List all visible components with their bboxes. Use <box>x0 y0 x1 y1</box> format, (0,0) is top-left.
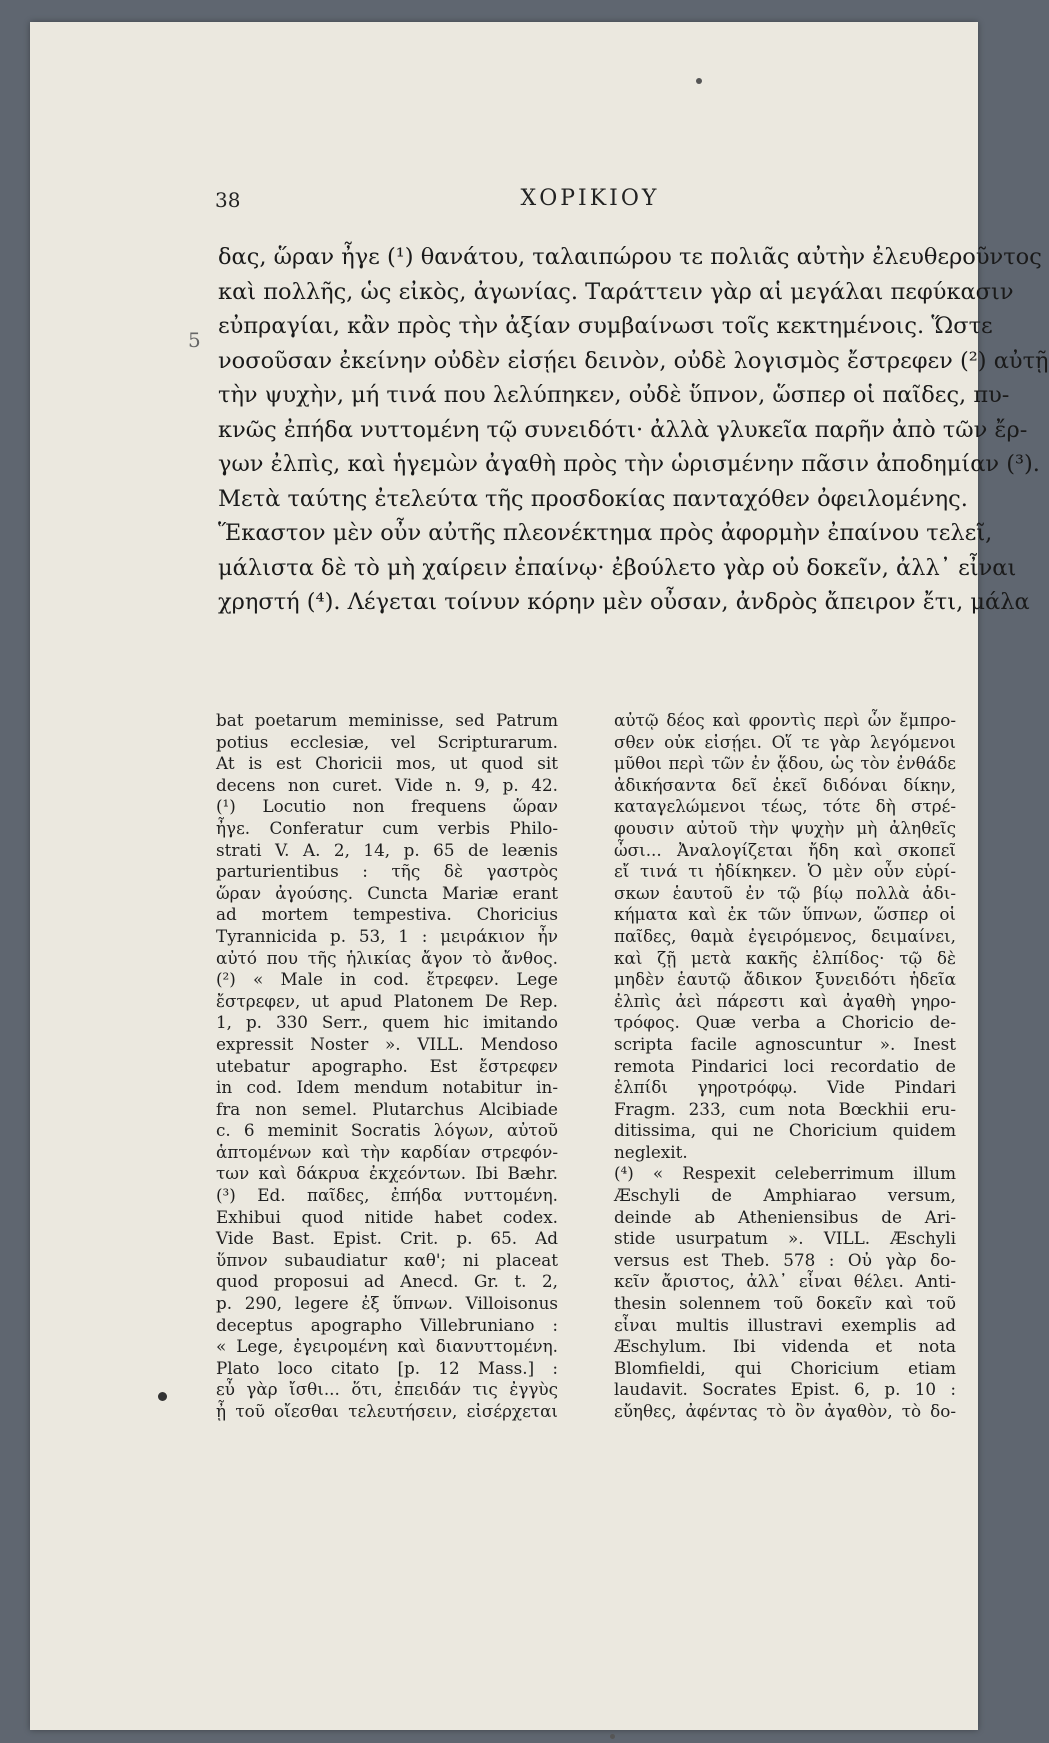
footnote-line: (³) Ed. παῖδες, ἐπήδα νυττομένη. <box>216 1185 558 1206</box>
page-number: 38 <box>215 188 241 212</box>
footnote-line: κεῖν ἄριστος, ἀλλ᾽ εἶναι θέλει. Anti- <box>614 1271 956 1292</box>
footnote-line: Blomfieldi, qui Choricium etiam <box>614 1357 956 1378</box>
footnote-line: neglexit. <box>614 1141 688 1162</box>
page-header <box>215 182 965 222</box>
main-text-block <box>218 240 1049 620</box>
footnote-line: (²) « Male in cod. ἔτρεφεν. Lege <box>216 969 558 990</box>
footnote-line: αὐτό που τῆς ἡλικίας ἄγον τὸ ἄνθος. <box>216 947 558 968</box>
footnote-line: utebatur apographo. Est ἔστρεφεν <box>216 1055 558 1076</box>
footnote-line: fra non semel. Plutarchus Alcibiade <box>216 1098 558 1119</box>
footnote-line: Vide Bast. Epist. Crit. p. 65. Ad <box>216 1228 558 1249</box>
main-text-line: τὴν ψυχὴν, μή τινά που λελύπηκεν, οὐδὲ ὕπνον, ὥσπερ οἱ παῖδες, πυ- <box>218 382 1010 408</box>
footnote-line: potius ecclesiæ, vel Scripturarum. <box>216 731 558 752</box>
footnote-line: Exhibui quod nitide habet codex. <box>216 1206 558 1227</box>
footnote-line: quod proposui ad Anecd. Gr. t. 2, <box>216 1271 558 1292</box>
footnote-line: Æschyli de Amphiarao versum, <box>614 1185 956 1206</box>
footnote-line: ἐλπὶς ἀεὶ πάρεστι καὶ ἀγαθὴ γηρο- <box>614 990 956 1011</box>
footnote-line: parturientibus : τῆς δὲ γαστρὸς <box>216 861 558 882</box>
footnote-line: stide usurpatum ». VILL. Æschyli <box>614 1228 956 1249</box>
footnote-line: c. 6 meminit Socratis λόγων, αὐτοῦ <box>216 1120 558 1141</box>
footnote-line: ἀδικήσαντα δεῖ ἐκεῖ διδόναι δίκην, <box>614 774 956 795</box>
footnote-line: καὶ ζῇ μετὰ κακῆς ἐλπίδος· τῷ δὲ <box>614 947 956 968</box>
footnote-line: ὦσι... Ἀναλογίζεται ἤδη καὶ σκοπεῖ <box>614 839 956 860</box>
footnote-line: scripta facile agnoscuntur ». Inest <box>614 1033 956 1054</box>
footnote-line: ὕπνον subaudiatur καθ'; ni placeat <box>216 1249 558 1270</box>
footnotes-right-column <box>614 710 956 1423</box>
footnote-line: εὖ γὰρ ἴσθι... ὅτι, ἐπειδάν τις ἐγγὺς <box>216 1379 558 1400</box>
footnote-line: thesin solennem τοῦ δοκεῖν καὶ τοῦ <box>614 1293 956 1314</box>
footnote-line: Tyrannicida p. 53, 1 : μειράκιον ἦν <box>216 925 558 946</box>
footnote-line: bat poetarum meminisse, sed Patrum <box>216 710 558 730</box>
footnote-line: αὐτῷ δέος καὶ φροντὶς περὶ ὧν ἔμπρο- <box>614 710 956 730</box>
footnote-line: ἦγε. Conferatur cum verbis Philo- <box>216 817 558 838</box>
footnote-line: σκων ἑαυτοῦ ἐν τῷ βίῳ πολλὰ ἀδι- <box>614 882 956 903</box>
footnote-line: τρόφος. Quæ verba a Choricio de- <box>614 1012 956 1033</box>
line-number-margin: 5 <box>188 328 201 352</box>
footnote-line: μηδὲν ἑαυτῷ ἄδικον ξυνειδότι ἡδεῖα <box>614 969 956 990</box>
main-text-line: εὐπραγίαι, κἂν πρὸς τὴν ἀξίαν συμβαίνωσι τοῖς κεκτημένοις. Ὥστε <box>218 313 993 339</box>
main-text-line: κνῶς ἐπήδα νυττομένη τῷ συνειδότι· ἀλλὰ γλυκεῖα παρῆν ἀπὸ τῶν ἔρ- <box>218 416 1028 443</box>
footnote-line: 1, p. 330 Serr., quem hic imitando <box>216 1012 558 1033</box>
footnote-line: εἴ τινά τι ἠδίκηκεν. Ὁ μὲν οὖν εὑρί- <box>614 861 956 882</box>
footnote-line: deceptus apographo Villebruniano : <box>216 1314 558 1335</box>
footnote-line: expressit Noster ». VILL. Mendoso <box>216 1033 558 1054</box>
footnote-line: decens non curet. Vide n. 9, p. 42. <box>216 774 558 795</box>
main-text-line: νοσοῦσαν ἐκείνην οὐδὲν εἰσῄει δεινὸν, οὐδὲ λογισμὸς ἔστρεφεν (²) αὐτῇ <box>218 347 1049 374</box>
footnote-line: φουσιν αὐτοῦ τὴν ψυχὴν μὴ ἀληθεῖς <box>614 817 956 838</box>
main-text-line: δας, ὥραν ἦγε (¹) θανάτου, ταλαιπώρου τε πολιᾶς αὐτὴν ἐλευθεροῦντος <box>218 244 1042 270</box>
main-text-line: Μετὰ ταύτης ἐτελεύτα τῆς προσδοκίας πανταχόθεν ὀφειλομένης. <box>218 485 968 512</box>
footnote-line: « Lege, ἐγειρομένη καὶ διανυττομένη. <box>216 1336 558 1357</box>
main-text-line: γων ἐλπὶς, καὶ ἡγεμὼν ἀγαθὴ πρὸς τὴν ὡρισμένην πᾶσιν ἀποδημίαν (³). <box>218 451 1040 477</box>
ink-spot <box>696 78 702 84</box>
main-text-line: Ἕκαστον μὲν οὖν αὐτῆς πλεονέκτημα πρὸς ἀφορμὴν ἐπαίνου τελεῖ, <box>218 520 993 546</box>
footnote-line: εὔηθες, ἀφέντας τὸ ὂν ἀγαθὸν, τὸ δο- <box>614 1401 956 1421</box>
footnote-line: (¹) Locutio non frequens ὥραν <box>216 796 558 817</box>
footnote-line: σθεν οὐκ εἰσῄει. Οἵ τε γὰρ λεγόμενοι <box>614 731 956 752</box>
main-text-line: μάλιστα δὲ τὸ μὴ χαίρειν ἐπαίνῳ· ἐβούλετο γὰρ οὐ δοκεῖν, ἀλλ᾽ εἶναι <box>218 554 1017 581</box>
footnote-line: ᾖ τοῦ οἴεσθαι τελευτήσειν, εἰσέρχεται <box>216 1401 558 1421</box>
footnote-line: laudavit. Socrates Epist. 6, p. 10 : <box>614 1379 956 1400</box>
main-text-line: καὶ πολλῆς, ὡς εἰκὸς, ἀγωνίας. Ταράττειν γὰρ αἱ μεγάλαι πεφύκασιν <box>218 278 1014 305</box>
footnote-line: At is est Choricii mos, ut quod sit <box>216 753 558 774</box>
footnote-line: (⁴) « Respexit celeberrimum illum <box>614 1163 956 1184</box>
footnote-line: strati V. A. 2, 14, p. 65 de leænis <box>216 839 558 860</box>
footnote-line: deinde ab Atheniensibus de Ari- <box>614 1206 956 1227</box>
ink-spot-margin <box>158 1392 167 1401</box>
footnote-line: p. 290, legere ἐξ ὕπνων. Villoisonus <box>216 1293 558 1314</box>
footnote-line: ad mortem tempestiva. Choricius <box>216 904 558 925</box>
footnote-line: καταγελώμενοι τέως, τότε δὴ στρέ- <box>614 796 956 817</box>
footnote-line: ἁπτομένων καὶ τὴν καρδίαν στρεφόν- <box>216 1141 558 1162</box>
ink-spot-bottom <box>610 1734 615 1739</box>
footnote-line: ἔστρεφεν, ut apud Platonem De Rep. <box>216 990 558 1011</box>
footnote-line: ditissima, qui ne Choricium quidem <box>614 1120 956 1141</box>
footnote-line: versus est Theb. 578 : Οὐ γὰρ δο- <box>614 1249 956 1270</box>
footnote-line: remota Pindarici loci recordatio de <box>614 1055 956 1076</box>
running-title: ΧΟΡΙΚΙΟΥ <box>520 186 660 211</box>
main-text-line: χρηστή (⁴). Λέγεται τοίνυν κόρην μὲν οὖσαν, ἀνδρὸς ἄπειρον ἔτι, μάλα <box>218 589 1030 615</box>
footnote-line: των καὶ δάκρυα ἐκχεόντων. Ibi Bæhr. <box>216 1163 558 1184</box>
footnote-line: Æschylum. Ibi videnda et nota <box>614 1336 956 1357</box>
footnote-line: Plato loco citato [p. 12 Mass.] : <box>216 1357 558 1378</box>
footnotes-left-column <box>216 710 558 1423</box>
footnote-line: ἐλπίδι γηροτρόφῳ. Vide Pindari <box>614 1077 956 1098</box>
footnote-line: εἶναι multis illustravi exemplis ad <box>614 1314 956 1335</box>
footnote-line: ὥραν ἀγούσης. Cuncta Mariæ erant <box>216 882 558 903</box>
footnote-line: κήματα καὶ ἐκ τῶν ὕπνων, ὥσπερ οἱ <box>614 904 956 925</box>
book-page <box>30 22 1049 1730</box>
footnote-line: παῖδες, θαμὰ ἐγειρόμενος, δειμαίνει, <box>614 925 956 946</box>
footnote-line: Fragm. 233, cum nota Bœckhii eru- <box>614 1098 956 1119</box>
footnote-line: in cod. Idem mendum notabitur in- <box>216 1077 558 1098</box>
footnote-line: μῦθοι περὶ τῶν ἐν ᾅδου, ὡς τὸν ἐνθάδε <box>614 753 956 774</box>
